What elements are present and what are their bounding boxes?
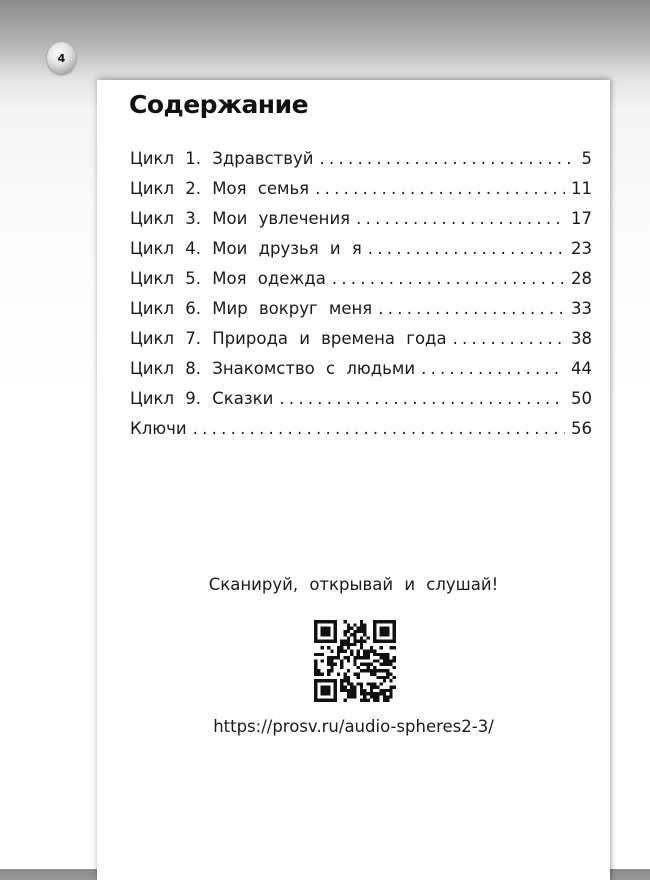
toc-entry[interactable]: Цикл 1. Здравствуй . . . 5 <box>130 149 592 179</box>
dot-leader <box>332 269 565 288</box>
toc-entry[interactable]: Цикл 7. Природа и времена года . . . 38 <box>130 329 592 359</box>
table-of-contents <box>130 149 592 449</box>
toc-entry[interactable]: Цикл 6. Мир вокруг меня . . . 33 <box>130 299 592 329</box>
toc-entry[interactable]: Цикл 5. Моя одежда . . . 28 <box>130 269 592 299</box>
dot-leader <box>378 299 565 318</box>
dot-leader <box>319 149 575 168</box>
dot-leader <box>279 389 565 408</box>
dot-leader <box>193 419 565 438</box>
page-sheet <box>97 80 610 880</box>
toc-entry[interactable]: Цикл 4. Мои друзья и я . . . 23 <box>130 239 592 269</box>
toc-entry[interactable]: Цикл 9. Сказки . . . 50 <box>130 389 592 419</box>
dot-leader <box>315 179 565 198</box>
toc-entry[interactable]: Цикл 8. Знакомство с людьми . . . 44 <box>130 359 592 389</box>
toc-entry[interactable]: Цикл 2. Моя семья . . . 11 <box>130 179 592 209</box>
dot-leader <box>356 209 565 228</box>
page-number-badge: 4 <box>47 42 76 74</box>
page-title: Содержание <box>129 90 309 119</box>
qr-modules <box>314 620 396 702</box>
scan-caption: Сканируй, открывай и слушай! <box>208 575 499 594</box>
dot-leader <box>368 239 565 258</box>
toc-entry[interactable]: Цикл 3. Мои увлечения . . . 17 <box>130 209 592 239</box>
qr-code-icon[interactable] <box>314 620 396 702</box>
audio-link[interactable]: https://prosv.ru/audio-spheres2-3/ <box>213 717 494 736</box>
toc-entry[interactable]: Ключи . . . 56 <box>130 419 592 449</box>
dot-leader <box>453 329 565 348</box>
dot-leader <box>421 359 565 378</box>
